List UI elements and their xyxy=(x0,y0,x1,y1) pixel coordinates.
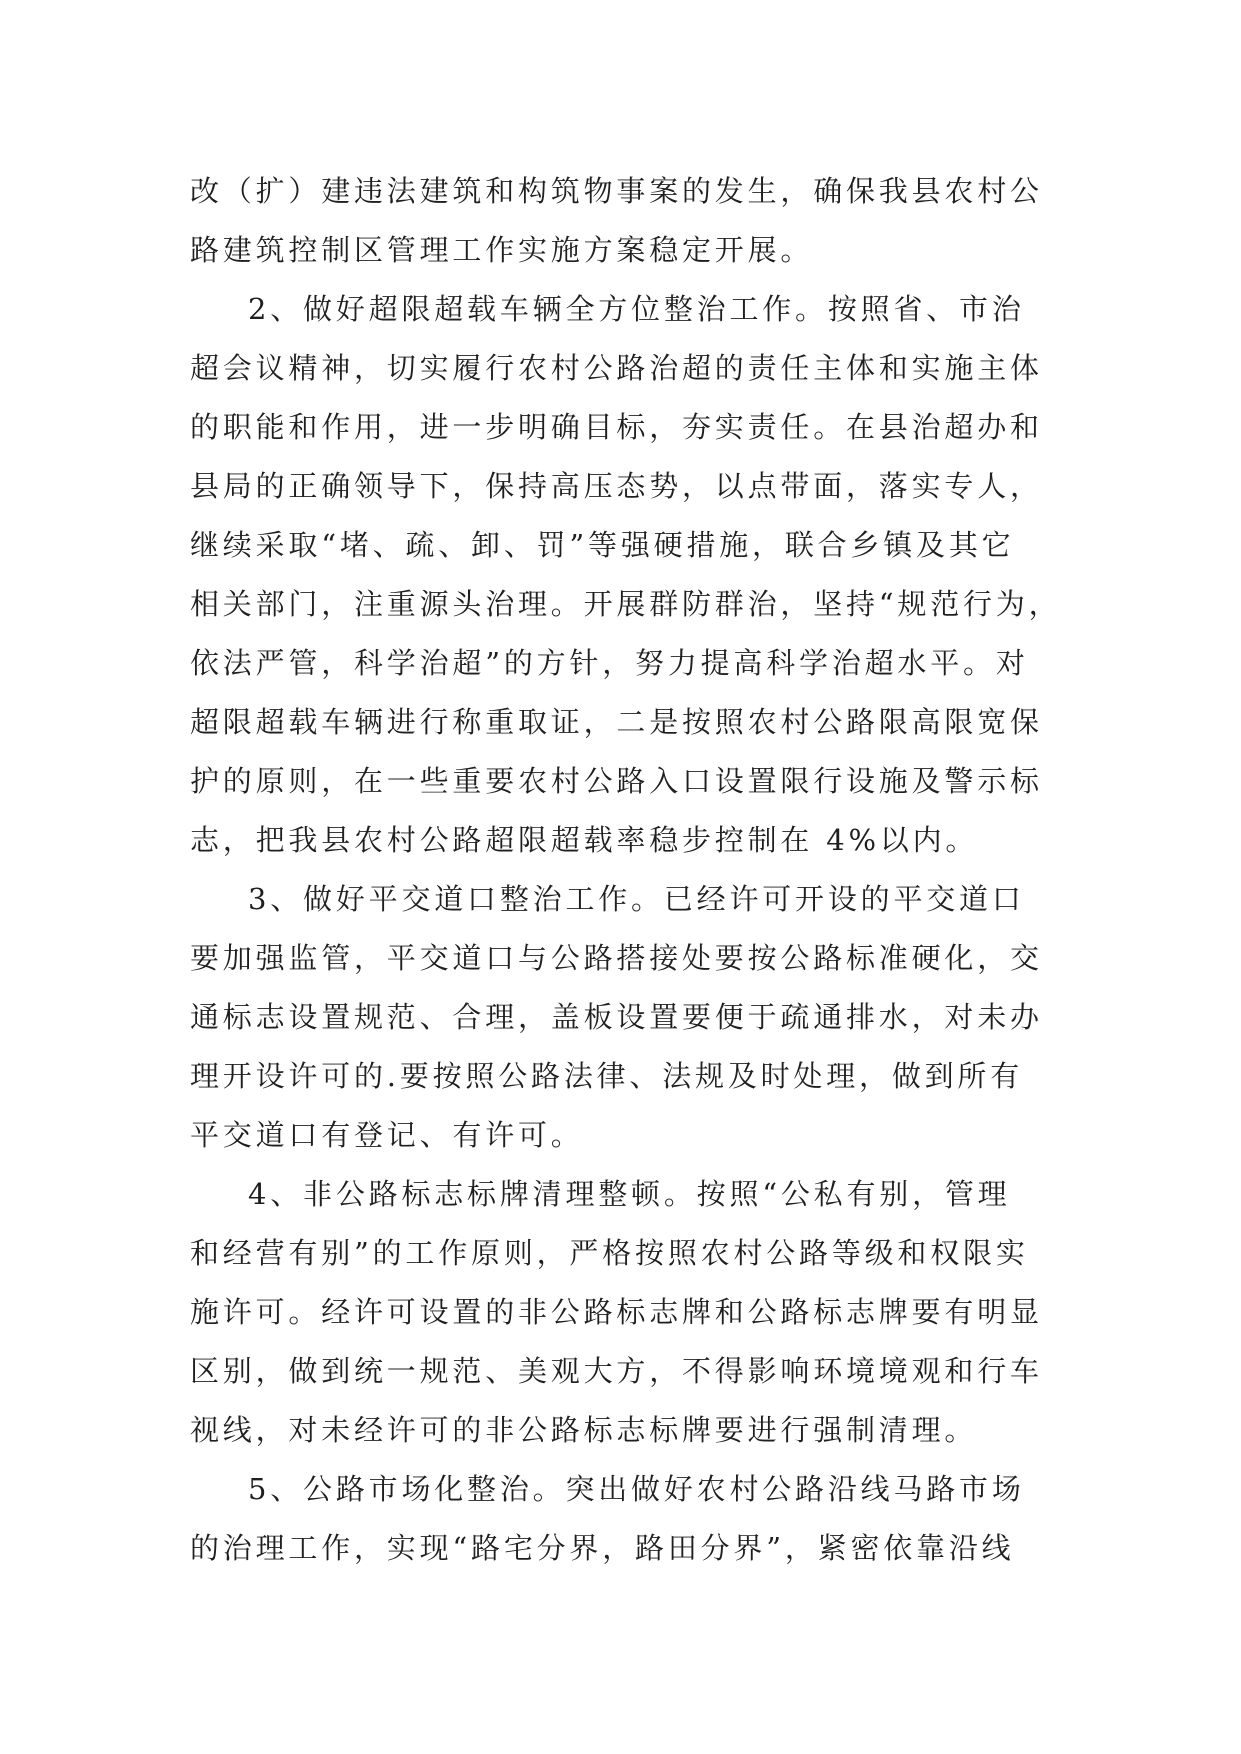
document-body xyxy=(190,162,1062,1578)
text-line: 超会议精神，切实履行农村公路治超的责任主体和实施主体 xyxy=(190,351,1043,385)
text-line: 相关部门，注重源头治理。开展群防群治，坚持“规范行为， xyxy=(190,587,1062,621)
paragraph-start-line: 4、非公路标志标牌清理整顿。按照“公私有别，管理 xyxy=(248,1177,1011,1211)
text-line: 区别，做到统一规范、美观大方，不得影响环境境观和行车 xyxy=(190,1354,1043,1388)
text-line: 理开设许可的.要按照公路法律、法规及时处理，做到所有 xyxy=(190,1059,1024,1093)
text-line: 视线，对未经许可的非公路标志标牌要进行强制清理。 xyxy=(190,1413,978,1447)
text-line: 依法严管，科学治超”的方针，努力提高科学治超水平。对 xyxy=(190,646,1029,680)
text-line: 施许可。经许可设置的非公路标志牌和公路标志牌要有明显 xyxy=(190,1295,1043,1329)
text-line: 和经营有别”的工作原则，严格按照农村公路等级和权限实 xyxy=(190,1236,1029,1270)
text-line: 的职能和作用，进一步明确目标，夯实责任。在县治超办和 xyxy=(190,410,1043,444)
text-line: 超限超载车辆进行称重取证，二是按照农村公路限高限宽保 xyxy=(190,705,1043,739)
text-line: 县局的正确领导下，保持高压态势，以点带面，落实专人， xyxy=(190,469,1043,503)
paragraph-start-line: 2、做好超限超载车辆全方位整治工作。按照省、市治 xyxy=(248,292,1025,326)
text-line: 路建筑控制区管理工作实施方案稳定开展。 xyxy=(190,233,814,267)
text-line: 继续采取“堵、疏、卸、罚”等强硬措施，联合乡镇及其它 xyxy=(190,528,1015,562)
text-line: 平交道口有登记、有许可。 xyxy=(190,1118,584,1152)
text-line: 要加强监管，平交道口与公路搭接处要按公路标准硬化，交 xyxy=(190,941,1043,975)
paragraph-start-line: 3、做好平交道口整治工作。已经许可开设的平交道口 xyxy=(248,882,1025,916)
text-line: 的治理工作，实现“路宅分界，路田分界”，紧密依靠沿线 xyxy=(190,1531,1015,1565)
paragraph-start-line: 5、公路市场化整治。突出做好农村公路沿线马路市场 xyxy=(248,1472,1025,1506)
text-line: 护的原则，在一些重要农村公路入口设置限行设施及警示标 xyxy=(190,764,1043,798)
text-line: 志，把我县农村公路超限超载率稳步控制在 4%以内。 xyxy=(190,823,979,857)
text-line: 改（扩）建违法建筑和构筑物事案的发生，确保我县农村公 xyxy=(190,174,1043,208)
text-line: 通标志设置规范、合理，盖板设置要便于疏通排水，对未办 xyxy=(190,1000,1043,1034)
